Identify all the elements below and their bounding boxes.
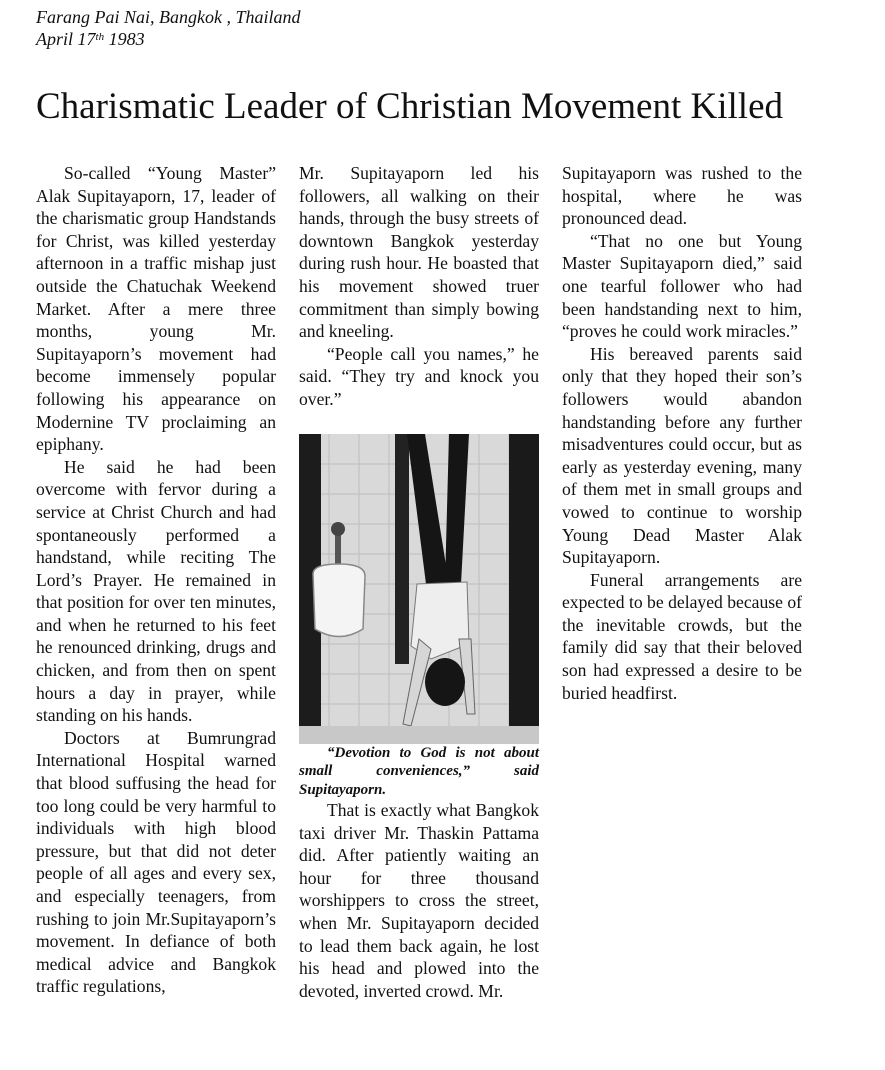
dateline-date — [36, 28, 301, 50]
paragraph: Supitayaporn was rushed to the hospital, where he was pronounced dead. — [562, 163, 802, 229]
news-photo — [299, 434, 539, 744]
paragraph: “People call you names,” he said. “They try and knock you over.” — [299, 343, 539, 409]
date-month-day: April 17 — [36, 29, 96, 49]
dateline — [36, 6, 301, 50]
dateline-place: Farang Pai Nai, Bangkok , Thailand — [36, 7, 301, 27]
article-column-2 — [299, 162, 539, 1002]
paragraph: That is exactly what Bangkok taxi driver Mr. Thaskin Pattama did. After patiently waiting an hour for three thousand worshippers to cross the street, when Mr. Supitayaporn decided to lead them back again, he lost his head and plowed into the devoted, inverted crowd. Mr. — [299, 800, 539, 1001]
date-ordinal-suffix: th — [95, 31, 105, 43]
paragraph: Funeral arrangements are expected to be delayed because of the inevitable crowds, but the family did say that their beloved son had expressed a desire to be buried headfirst. — [562, 569, 802, 703]
headline: Charismatic Leader of Christian Movement Killed — [36, 86, 783, 127]
paragraph: “That no one but Young Master Supitayaporn died,” said one tearful follower who had been handstanding next to him, “proves he could work miracles.” — [562, 230, 802, 342]
paragraph: Doctors at Bumrungrad International Hospital warned that blood suffusing the head for too long could be very harmful to individuals with high blood pressure, but that did not deter people of all ages and every sex, and especially teenagers, from rushing to join Mr.Supitayaporn’s movement. In defiance of both medical advice and Bangkok traffic regulations, — [36, 727, 276, 997]
paragraph: He said he had been overcome with fervor during a service at Christ Church and had spontaneously performed a handstand, while reciting The Lord’s Prayer. He remained in that position for over ten minutes, and when he returned to his feet he renounced drinking, drugs and chicken, and from then on spent hours a day in prayer, while standing on his hands. — [36, 456, 276, 726]
date-year: 1983 — [104, 29, 145, 49]
photo-caption: “Devotion to God is not about small conveniences,” said Supitayaporn. — [299, 744, 539, 798]
handstand-photo-illustration — [299, 434, 539, 744]
article-column-3 — [562, 162, 802, 704]
article-column-1 — [36, 162, 276, 998]
paragraph: So-called “Young Master” Alak Supitayaporn, 17, leader of the charismatic group Handstands for Christ, was killed yesterday afternoon in a traffic mishap just outside the Chatuchak Weekend Market. After a mere three months, young Mr. Supitayaporn’s movement had become immensely popular following his appearance on Modernine TV proclaiming an epiphany. — [36, 163, 276, 455]
paragraph: Mr. Supitayaporn led his followers, all walking on their hands, through the busy streets of downtown Bangkok yesterday during rush hour. He boasted that his movement showed truer commitment than simply bowing and kneeling. — [299, 163, 539, 342]
paragraph: His bereaved parents said only that they hoped their son’s followers would abandon handstanding before any further misadventures could occur, but as early as yesterday evening, many of them met in small groups and vowed to continue to worship Young Dead Master Alak Supitayaporn. — [562, 343, 802, 568]
